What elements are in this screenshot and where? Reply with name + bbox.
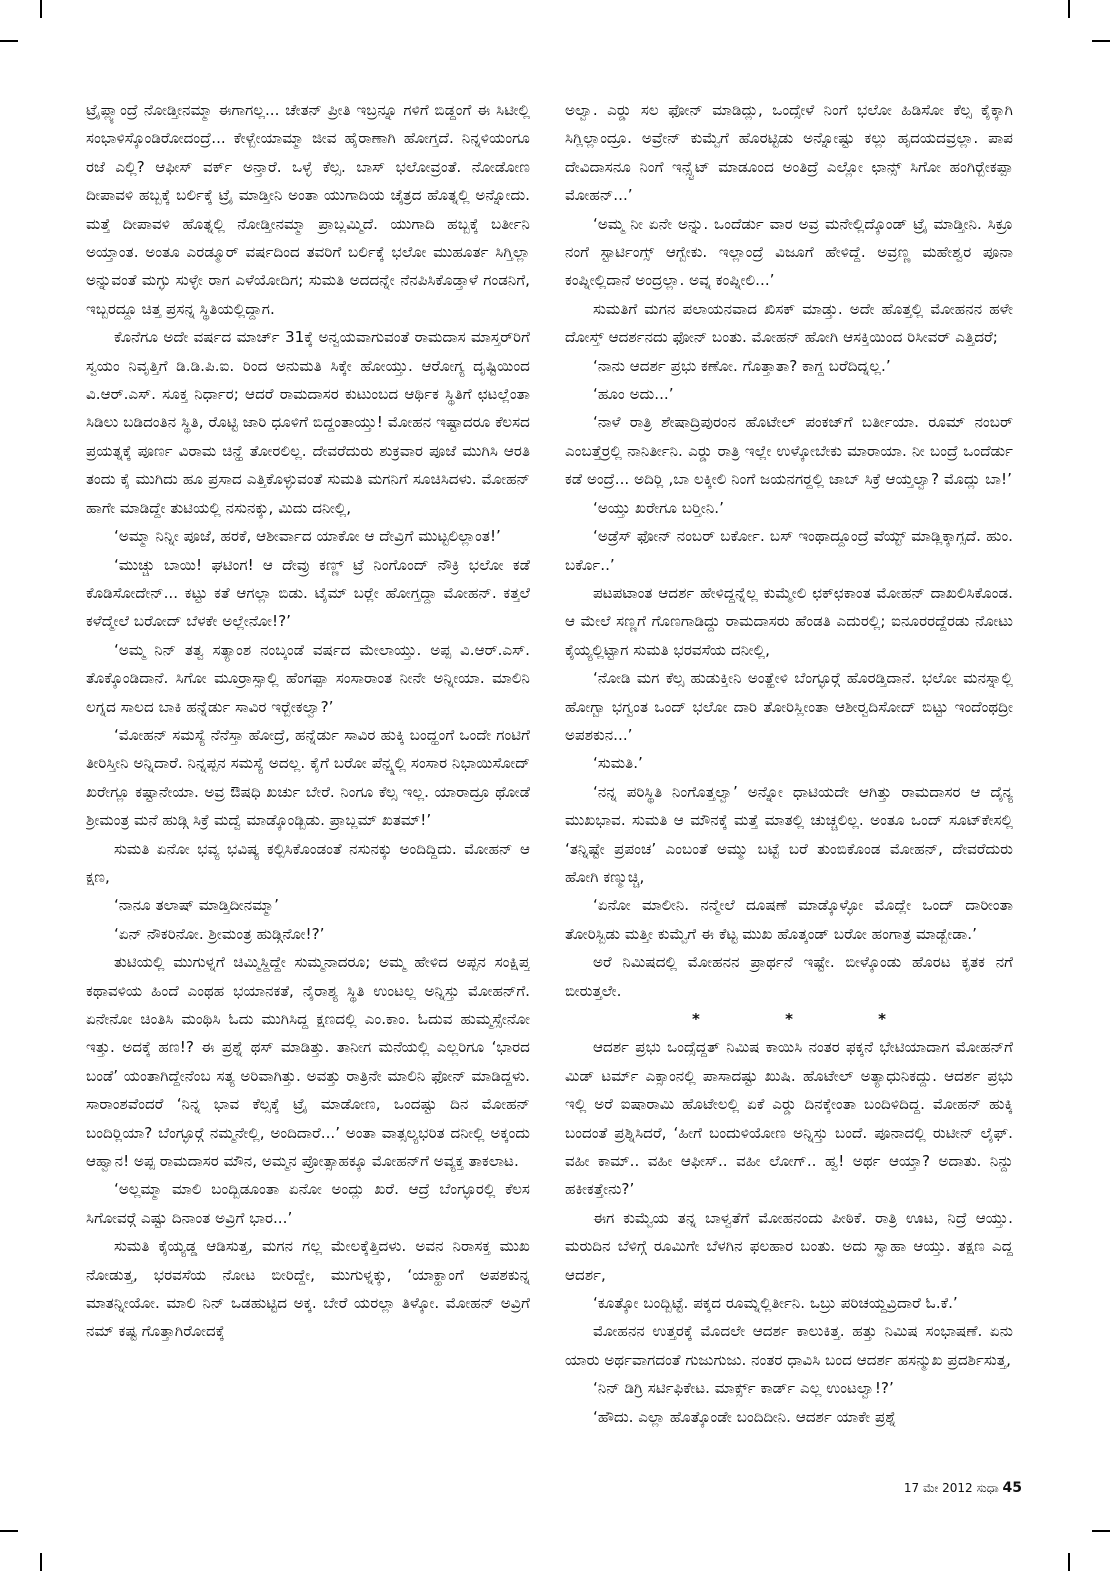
crop-mark-top-right-h xyxy=(1092,40,1110,42)
paragraph: ಸುಮತಿ ಏನೋ ಭವ್ಯ ಭವಿಷ್ಯ ಕಲ್ಪಿಸಿಕೊಂಡಂತೆ ನಸುನಕ್ಕು ಅಂದಿದ್ದಿದು. ಮೋಹನ್ ಆ ಕ್ಷಣ, xyxy=(86,839,530,886)
paragraph: ಪಟಪಟಾಂತ ಆದರ್ಶ ಹೇಳಿದ್ದನ್ನೆಲ್ಲ ಕುಮ್ಮೇಲಿ ಛಕ್‌ಛಕಾಂತ ಮೋಹನ್ ದಾಖಲಿಸಿಕೊಂಡ. ಆ ಮೇಲೆ ಸಣ್ಣಗೆ ಗೊಣಗಾಡಿದ್ದು ರಾಮದಾಸರು ಹೆಂಡತಿ ಎದುರಲ್ಲಿ; ಐನೂರರದ್ದೆರಡು ನೋಟು ಕೈಯ್ಯಲ್ಲಿಟ್ಟಾಗ ಸುಮತಿ ಭರವಸೆಯ ದನೀಲ್ಲಿ, xyxy=(565,583,1013,659)
dialogue-line: ‘ನಾಳೆ ರಾತ್ರಿ ಶೇಷಾದ್ರಿಪುರಂನ ಹೊಟೇಲ್ ಪಂಕಜ್‌ಗೆ ಬರ್ತೀಯಾ. ರೂಮ್ ನಂಬರ್ ಎಂಬತ್ತೆರ್‍ರಲ್ಲಿ ನಾನಿರ್ತೀನಿ. ಎರ್‍ಡು ರಾತ್ರಿ ಇಲ್ಲೇ ಉಳ್ಕೋಬೇಕು ಮಾರಾಯಾ. ನೀ ಬಂದ್ರೆ ಒಂದೆರ್ಡು ಕಡೆ ಅಂದ್ರೆ... ಅದಿರ್‍ಲಿ ,ಬಾ ಲಕ್ಕೀಲಿ ನಿಂಗೆ ಜಯನಗರ್‍ದಲ್ಲಿ ಜಾಬ್ ಸಿಕ್ರೆ ಆಯ್ತಲ್ವಾ? ಮೊದ್ಲು ಬಾ!’ xyxy=(565,413,1013,489)
page-footer xyxy=(904,1480,1022,1496)
dialogue-line: ‘ನಿನ್ ಡಿಗ್ರಿ ಸರ್ಟಿಫಿಕೇಟ. ಮಾರ್ಕ್ಸ್ ಕಾರ್ಡ್ ಎಲ್ಲ ಉಂಟಲ್ವಾ!?’ xyxy=(593,1379,894,1398)
paragraph: ಸುಮತಿಗೆ ಮಗನ ಪಲಾಯನವಾದ ಖಿಸಕ್ ಮಾಡ್ತು. ಅದೇ ಹೊತ್ತಲ್ಲಿ ಮೋಹನನ ಹಳೇ ದೋಸ್ತ್ ಆದರ್ಶನದು ಫೋನ್ ಬಂತು. ಮೋಹನ್ ಹೋಗಿ ಆಸಕ್ತಿಯಿಂದ ರಿಸೀವರ್ ಎತ್ತಿದರೆ; xyxy=(565,299,1013,347)
dialogue-line: ‘ನಾನು ಆದರ್ಶ ಪ್ರಭು ಕಣೋ. ಗೊತ್ತಾತಾ? ಕಾಗ್ದ ಬರೆದಿದ್ನಲ್ಲ.’ xyxy=(593,356,891,375)
paragraph: ಟ್ರೈಪ್ಲ್ಯಾಂದ್ರೆ ನೋಡ್ತೀನಮ್ಮಾ ಈಗಾಗಲ್ಲ... ಚೇತನ್ ಪ್ರೀತಿ ಇಬ್ರನ್ನೂ ಗಳಿಗೆ ಬಿಡ್ದಂಗೆ ಈ ಸಿಟೀಲ್ಲಿ ಸಂಭಾಳಿಸ್ಕೊಂಡಿರೋದಂದ್ರೆ... ಕೇಳ್ಬೇಯಾಮ್ಮಾ ಜೀವ ಹೈರಾಣಾಗಿ ಹೋಗ್ತದೆ. ನಿನ್ನಳಿಯಂಗೂ ರಜೆ ಎಲ್ಲಿ? ಆಫೀಸ್ ವರ್ಕ್ ಅನ್ತಾರೆ. ಒಳ್ಳೆ ಕೆಲ್ಸ. ಬಾಸ್ ಭಲೋವ್ರಂತೆ. ನೋಡೋಣ ದೀಪಾವಳಿ ಹಬ್ಬಕ್ಕೆ ಬರ್ಲಿಕ್ಕೆ ಟ್ರೈ ಮಾಡ್ತೀನಿ ಅಂತಾ ಯುಗಾದಿಯ ಚೈತ್ರದ ಹೊತ್ನಲ್ಲಿ ಅನ್ನೋದು. ಮತ್ತೆ ದೀಪಾವಳಿ ಹೊತ್ನಲ್ಲಿ ನೋಡ್ತೀನಮ್ಮಾ ಪ್ರಾಬ್ಲಮ್ಮಿದೆ. ಯುಗಾದಿ ಹಬ್ಬಕ್ಕೆ ಬರ್ತೀನಿ ಅಯ್ತಾಂತ. ಅಂತೂ ಎರಡ್ಮೂರ್ ವರ್ಷದಿಂದ ತವರಿಗೆ ಬರ್ಲಿಕ್ಕೆ ಭಲೋ ಮುಹೂರ್ತ ಸಿಗ್ತಿಲ್ಲಾ ಅನ್ನುವಂತೆ ಮಗ್ಳು ಸುಳ್ಳೇ ರಾಗ ಎಳೆಯೋದಿಗ; ಸುಮತಿ ಅದದನ್ನೇ ನೆನಪಿಸಿಕೊಡ್ತಾಳೆ ಗಂಡನಿಗೆ, ಇಬ್ಬರದ್ದೂ ಚಿತ್ತ ಪ್ರಸನ್ನ ಸ್ಥಿತಿಯಲ್ಲಿದ್ದಾಗ. xyxy=(86,101,530,318)
dialogue-line: ‘ನೋಡಿ ಮಗ ಕೆಲ್ಸ ಹುಡುಕ್ತೀನಿ ಅಂತ್ಹೇಳಿ ಬೆಂಗ್ಳೂರ್‍ಗೆ ಹೊರಡ್ತಿದಾನೆ. ಭಲೋ ಮನಸ್ನಾಲ್ಲಿ ಹೋಗ್ಬಾ ಭಗ್ವಂತ ಒಂದ್ ಭಲೋ ದಾರಿ ತೋರಿಸ್ಲೀಂತಾ ಆಶೀರ್‍ವದಿಸೋದ್ ಬಿಟ್ಟು ಇಂದೆಂಥದ್ರೀ ಅಪಶಕುನ...’ xyxy=(565,669,1013,744)
dialogue-line: ‘ಮುಚ್ಚು ಬಾಯಿ! ಘಟಿಂಗ! ಆ ದೇವ್ರು ಕಣ್ಣ್ ಟ್ರೆ ನಿಂಗೊಂದ್ ನೌಕ್ರಿ ಭಲೋ ಕಡೆ ಕೊಡಿಸೋದೇನ್... ಕಟ್ಟು ಕತೆ ಆಗಲ್ಲಾ ಬಿಡು. ಟೈಮ್ ಬರ್‍ಲೇ ಹೋಗ್ತದ್ದಾ ಮೋಹನ್. ಕತ್ತಲೆ ಕಳೆದ್ಮೇಲೆ ಬರೋದ್ ಬೆಳಕೇ ಅಲ್ಲೇನೋ!?’ xyxy=(86,555,530,631)
crop-mark-bottom-right-h xyxy=(1092,1530,1110,1532)
dialogue-line: ‘ನಾನೂ ತಲಾಷ್ ಮಾಡ್ತಿದೀನಮ್ಮಾ’ xyxy=(114,896,279,915)
crop-mark-top-right-v xyxy=(1068,0,1070,18)
crop-mark-bottom-left-h xyxy=(0,1530,18,1532)
crop-mark-top-left-v xyxy=(40,0,42,18)
dialogue-line: ‘ಅಮ್ಮ ನಿನ್ ತತ್ವ ಸತ್ಯಾಂಶ ನಂಬ್ಕಂಡೆ ವರ್ಷದ ಮೇಲಾಯ್ತು. ಅಪ್ಪ ವಿ.ಆರ್.ಎಸ್. ತೊಕ್ಕೊಂಡಿದಾನೆ. ಸಿಗೋ ಮೂರ್‍ರಾಸ್ಸಾಲ್ಲಿ ಹೆಂಗಪ್ಪಾ ಸಂಸಾರಾಂತ ನೀನೇ ಅನ್ನೀಯಾ. ಮಾಲಿನಿ ಲಗ್ನದ ಸಾಲದ ಬಾಕಿ ಹನ್ನೆರ್ಡು ಸಾವಿರ ಇರ್‍ಬೇಕಲ್ವಾ?’ xyxy=(86,640,530,716)
dialogue-line: ‘ಅಯ್ತು ಖರೇಗೂ ಬರ್‍ತೀನಿ.’ xyxy=(593,498,724,517)
crop-mark-top-left-h xyxy=(0,40,18,42)
paragraph: ‘ನನ್ನ ಪರಿಸ್ಥಿತಿ ನಿಂಗೊತ್ತಲ್ವಾ’ ಅನ್ನೋ ಧಾಟಿಯದೇ ಆಗಿತ್ತು ರಾಮದಾಸರ ಆ ದೈನ್ಯ ಮುಖಭಾವ. ಸುಮತಿ ಆ ಮೌನಕ್ಕೆ ಮತ್ತೆ ಮಾತಲ್ಲಿ ಚುಚ್ಚಲಿಲ್ಲ. ಅಂತೂ ಒಂದ್ ಸೂಟ್‌ಕೇಸಲ್ಲಿ ‘ತನ್ನಿಷ್ಟೇ ಪ್ರಪಂಚ’ ಎಂಬಂತೆ ಅಮ್ಮು ಬಟ್ಟೆ ಬರೆ ತುಂಬಿಕೊಂಡ ಮೋಹನ್, ದೇವರೆದುರು ಹೋಗಿ ಕಣ್ಮುಚ್ಚಿ, xyxy=(565,782,1013,886)
dialogue-line: ‘ಸುಮತಿ.’ xyxy=(593,754,643,773)
dialogue-line: ‘ಏನೋ ಮಾಲೀನಿ. ನನ್ಮೇಲೆ ದೂಷಣೆ ಮಾಡ್ಕೊಳ್ಳೋ ಮೊದ್ಲೇ ಒಂದ್ ದಾರೀಂತಾ ತೋರಿಸ್ಬಿಡು ಮತ್ತೀ ಕುಮ್ವೆಗೆ ಈ ಕೆಟ್ಟ ಮುಖ ಹೊತ್ಕಂಡ್ ಬರೋ ಹಂಗಾತ್ರ ಮಾಡ್ಬೇಡಾ.’ xyxy=(565,896,1013,943)
paragraph: ಕೊನೆಗೂ ಅದೇ ವರ್ಷದ ಮಾರ್ಚ್ 31ಕ್ಕೆ ಅನ್ವಯವಾಗುವಂತೆ ರಾಮದಾಸ ಮಾಸ್ತರ್‌ರಿಗೆ ಸ್ವಯಂ ನಿವೃತ್ತಿಗೆ ಡಿ.ಡಿ.ಪಿ.ಐ. ರಿಂದ ಅನುಮತಿ ಸಿಕ್ಕೇ ಹೋಯ್ತು. ಆರೋಗ್ಯ ದೃಷ್ಟಿಯಿಂದ ವಿ.ಆರ್.ಎಸ್. ಸೂಕ್ತ ನಿರ್ಧಾರ; ಆದರೆ ರಾಮದಾಸರ ಕುಟುಂಬದ ಆರ್ಥಿಕ ಸ್ಥಿತಿಗೆ ಛಟಲ್ಲೆಂತಾ ಸಿಡಿಲು ಬಡಿದಂತಿನ ಸ್ಥಿತಿ, ರೊಟ್ಟಿ ಜಾರಿ ಧೂಳಿಗೆ ಬಿದ್ದಂತಾಯ್ತು! ಮೋಹನ ಇಷ್ಟಾದರೂ ಕೆಲಸದ ಪ್ರಯತ್ನಕ್ಕೆ ಪೂರ್ಣ ವಿರಾಮ ಚಿನ್ಹೆ ತೋರಲಿಲ್ಲ. ದೇವರೆದುರು ಶುಕ್ರವಾರ ಪೂಜೆ ಮುಗಿಸಿ ಆರತಿ ತಂದು ಕೈ ಮುಗಿದು ಹೂ ಪ್ರಸಾದ ಎತ್ತಿಕೊಳ್ಳುವಂತೆ ಸುಮತಿ ಮಗನಿಗೆ ಸೂಚಿಸಿದಳು. ಮೋಹನ್ ಹಾಗೇ ಮಾಡಿದ್ದೇ ತುಟಿಯಲ್ಲಿ ನಸುನಕ್ಕು, ಮಿದು ದನೀಲ್ಲಿ, xyxy=(86,328,530,517)
dialogue-line: ‘ಹೌದು. ಎಲ್ಲಾ ಹೊತ್ಕೊಂಡೇ ಬಂದಿದೀನಿ. ಆದರ್ಶ ಯಾಕೇ ಪ್ರಶ್ನೆ xyxy=(593,1407,897,1426)
paragraph: ಮೋಹನನ ಉತ್ತರಕ್ಕೆ ಮೊದಲೇ ಆದರ್ಶ ಕಾಲುಕಿತ್ತ. ಹತ್ತು ನಿಮಿಷ ಸಂಭಾಷಣೆ. ಏನು ಯಾರು ಅರ್ಥವಾಗದಂತೆ ಗುಜುಗುಜು. ನಂತರ ಧಾವಿಸಿ ಬಂದ ಆದರ್ಶ ಹಸನ್ಮುಖ ಪ್ರದರ್ಶಿಸುತ್ತ, xyxy=(565,1322,1013,1369)
article-column-left xyxy=(86,96,530,1436)
dialogue-line: ‘ಅಲ್ಲಮ್ಮಾ ಮಾಲಿ ಬಂದ್ಬಿಡೂಂತಾ ಏನೋ ಅಂದ್ಲು ಖರೆ. ಆದ್ರೆ ಬೆಂಗ್ಳೂರಲ್ಲಿ ಕೆಲಸ ಸಿಗೋವರ್‍ಗೆ ಎಷ್ಟು ದಿನಾಂತ ಅವ್ರಿಗೆ ಭಾರ...’ xyxy=(86,1180,530,1227)
page-number: 45 xyxy=(1002,1480,1022,1496)
issue-date: 17 ಮೇ 2012 xyxy=(903,1481,973,1495)
paragraph: ಈಗ ಕುಮ್ವೆಯ ತನ್ನ ಬಾಳ್ವತೆಗೆ ಮೋಹನಂದು ಪೀಠಿಕೆ. ರಾತ್ರಿ ಊಟ, ನಿದ್ರೆ ಆಯ್ತು. ಮರುದಿನ ಬೆಳಿಗ್ಗೆ ರೂಮಿಗೇ ಬೆಳಗಿನ ಫಲಹಾರ ಬಂತು. ಅದು ಸ್ವಾಹಾ ಆಯ್ತು. ತಕ್ಷಣ ಎದ್ದ ಆದರ್ಶ, xyxy=(565,1208,1013,1284)
paragraph: ಸುಮತಿ ಕೈಯ್ಯಡ್ಡ ಆಡಿಸುತ್ತ, ಮಗನ ಗಲ್ಲ ಮೇಲಕ್ಕೆತ್ತಿದಳು. ಅವನ ನಿರಾಸಕ್ತ ಮುಖ ನೋಡುತ್ತ, ಭರವಸೆಯ ನೋಟ ಬೀರಿದ್ದೇ, ಮುಗುಳ್ನಕ್ಕು, ‘ಯಾಕ್ಹಾಂಗೆ ಅಪಶಕುನ್ನ ಮಾತನ್ನೀಯೋ. ಮಾಲಿ ನಿನ್ ಒಡಹುಟ್ಟಿದ ಅಕ್ಕ. ಬೇರೆ ಯರಲ್ಲಾ ತಿಳ್ಕೋ. ಮೋಹನ್ ಅವ್ರಿಗೆ ನಮ್ ಕಷ್ಟ ಗೊತ್ತಾಗಿರೋದಕ್ಕೆ xyxy=(86,1237,530,1341)
paragraph: ಅರೆ ನಿಮಿಷದಲ್ಲಿ ಮೋಹನನ ಪ್ರಾರ್ಥನೆ ಇಷ್ಟೇ. ಬೀಳ್ಕೊಂಡು ಹೊರಟ ಕೃತಕ ನಗೆ ಬೀರುತ್ತಲೇ. xyxy=(565,953,1013,1000)
dialogue-line: ‘ಅಮ್ಮ ನೀ ಏನೇ ಅನ್ನು. ಒಂದೆರ್ಡು ವಾರ ಅವ್ರ ಮನೇಲ್ಲಿದ್ಕೊಂಡ್ ಟ್ರೈ ಮಾಡ್ತೀನಿ. ಸಿಕ್ರೂ ನಂಗೆ ಸ್ಟಾರ್ಟಿಂಗ್ಸ್ ಆಗ್ಬೇಕು. ಇಲ್ಲಾಂದ್ರೆ ವಿಜೂಗೆ ಹೇಳಿದ್ದೆ. ಅವ್ರಣ್ಣ ಮಹೇಶ್ವರ ಪೂನಾ ಕಂಪ್ನೀಲ್ಲಿದಾನೆ ಅಂದ್ರಲ್ಲಾ. ಅವ್ನ ಕಂಪ್ನೀಲಿ...’ xyxy=(565,214,1013,290)
dialogue-line: ‘ಮೋಹನ್ ಸಮಸ್ಯೆ ನೆನೆಸ್ತಾ ಹೋದ್ರೆ, ಹನ್ನೆರ್ಡು ಸಾವಿರ ಹುಕ್ಕಿ ಬಂದ್ಹಂಗೆ ಒಂದೇ ಗಂಟಿಗೆ ತೀರಿಸ್ತೀನಿ ಅನ್ನಿದಾರೆ. ನಿನ್ನಪ್ಪನ ಸಮಸ್ಯೆ ಅದಲ್ಲ. ಕೈಗೆ ಬರೋ ಪೆನ್ಷ್ನಲ್ಲಿ ಸಂಸಾರ ನಿಭಾಯಿಸೋದ್ ಖರೇಗ್ಲೂ ಕಷ್ಟಾನೇಯಾ. ಅವ್ರ ಔಷಧಿ ಖರ್ಚು ಬೇರೆ. ನಿಂಗೂ ಕೆಲ್ಸ ಇಲ್ಲ. ಯಾರಾದ್ರೂ ಥೋಡೆ ಶ್ರೀಮಂತ್ರ ಮನೆ ಹುಡ್ಗಿ ಸಿಕ್ರೆ ಮದ್ವೆ ಮಾಡ್ಕೊಂಡ್ಬಿಡು. ಪ್ರಾಬ್ಲಮ್ ಖತಮ್!’ xyxy=(86,725,530,830)
paragraph: ತುಟಿಯಲ್ಲಿ ಮುಗುಳ್ನಗೆ ಚಿಮ್ಮಿಸ್ದಿದ್ದೇ ಸುಮ್ಮನಾದರೂ; ಅಮ್ಮ ಹೇಳಿದ ಅಪ್ಪನ ಸಂಕ್ಷಿಪ್ತ ಕಥಾವಳಿಯ ಹಿಂದೆ ಎಂಥಹ ಭಯಾನಕತೆ, ನೈರಾಶ್ಯ ಸ್ಥಿತಿ ಉಂಟಲ್ಲ ಅನ್ನಿಸ್ತು ಮೋಹನ್‌ಗೆ. ಏನೇನೋ ಚಿಂತಿಸಿ ಮಂಥಿಸಿ ಓದು ಮುಗಿಸಿದ್ದ ಕ್ಷಣದಲ್ಲಿ ಎಂ.ಕಾಂ. ಓದುವ ಹುಮ್ಮಸ್ಸೇನೋ ಇತ್ತು. ಅದಕ್ಕೆ ಹಣ!? ಈ ಪ್ರಶ್ನೆ ಥಸ್ ಮಾಡಿತ್ತು. ತಾನೀಗ ಮನೆಯಲ್ಲಿ ಎಲ್ಲರಿಗೂ ‘ಭಾರದ ಬಂಡೆ’ ಯಂತಾಗಿದ್ದೇನೆಂಬ ಸತ್ಯ ಅರಿವಾಗಿತ್ತು. ಅವತ್ತು ರಾತ್ರಿನೇ ಮಾಲಿನಿ ಫೋನ್ ಮಾಡಿದ್ದಳು. ಸಾರಾಂಶವೆಂದರೆ ‘ನಿನ್ನ ಭಾವ ಕೆಲ್ಸಕ್ಕೆ ಟ್ರೈ ಮಾಡೋಣ, ಒಂದಷ್ಟು ದಿನ ಮೋಹನ್ ಬಂದಿರ್‍ಲಿಯಾ? ಬೆಂಗ್ಳೂರ್‍ಗೆ ನಮ್ಮನೇಲ್ಲಿ, ಅಂದಿದಾರೆ...’ ಅಂತಾ ವಾತ್ಸಲ್ಯಭರಿತ ದನೀಲ್ಲಿ ಅಕ್ಕಂದು ಆಹ್ವಾನ! ಅಪ್ಪ ರಾಮದಾಸರ ಮೌನ, ಅಮ್ಮನ ಪ್ರೋತ್ಸಾಹಕ್ಕೂ ಮೋಹನ್‌ಗೆ ಅವ್ಯಕ್ತ ತಾಕಲಾಟ. xyxy=(86,953,530,1171)
crop-mark-bottom-right-v xyxy=(1068,1553,1070,1571)
magazine-name: ಸುಧಾ xyxy=(976,1481,999,1495)
dialogue-line: ‘ಹೂಂ ಅದು...’ xyxy=(593,385,674,404)
dialogue-line: ‘ಕೂತ್ಕೋ ಬಂದ್ಬಿಟ್ಟೆ. ಪಕ್ಕದ ರೂಮ್ನಲ್ಲಿರ್ತೀನಿ. ಒಬ್ರು ಪರಿಚಯ್ದವ್ರಿದಾರೆ ಓ.ಕೆ.’ xyxy=(593,1294,958,1313)
dialogue-line: ‘ಅಡ್ರೆಸ್ ಫೋನ್ ನಂಬರ್ ಬರ್ಕೋ. ಬಸ್ ಇಂಥಾದ್ದೂಂದ್ರೆ ವೆಯ್ಟ್ ಮಾಡ್ಲಿಕ್ಕಾಗ್ಸದೆ. ಹುಂ. ಬರ್ಕೊ..’ xyxy=(565,527,1013,574)
crop-mark-bottom-left-v xyxy=(40,1553,42,1571)
paragraph: ಆದರ್ಶ ಪ್ರಭು ಒಂದ್ಸೆದ್ದತ್ ನಿಮಿಷ ಕಾಯಿಸಿ ನಂತರ ಫಕ್ಕನೆ ಭೇಟಿಯಾದಾಗ ಮೋಹನ್‌ಗೆ ಮಿಡ್ ಟರ್ಮ್ ಎಕ್ಸಾಂನಲ್ಲಿ ಪಾಸಾದಷ್ಟು ಖುಷಿ. ಹೊಟೇಲ್ ಅತ್ಯಾಧುನಿಕದ್ದು. ಆದರ್ಶ ಪ್ರಭು ಇಲ್ಲಿ ಅರೆ ಐಷಾರಾಮಿ ಹೊಟೇಲಲ್ಲಿ ಏಕೆ ಎರ್‍ಡು ದಿನಕ್ಕೇಂತಾ ಬಂದಿಳಿದಿದ್ದ. ಮೋಹನ್ ಹುಕ್ಕಿ ಬಂದಂತೆ ಪ್ರಶ್ನಿಸಿದರೆ, ‘ಹೀಗೆ ಬಂದುಳಿಯೋಣ ಅನ್ನಿಸ್ತು ಬಂದೆ. ಪೂನಾದಲ್ಲಿ ರುಟೀನ್ ಲೈಫ್. ವಹೀ ಕಾಮ್.. ವಹೀ ಆಫೀಸ್.. ವಹೀ ಲೋಗ್.. ಹ್ವ! ಅರ್ಥ ಆಯ್ತಾ? ಅದಾತು. ನಿನ್ದು ಹಕೀಕತ್ತೇನು?’ xyxy=(565,1038,1013,1199)
section-separator: * * * xyxy=(692,1010,926,1028)
dialogue-line: ‘ಅಮ್ಮಾ ನಿನ್ನೀ ಪೂಜೆ, ಹರಕೆ, ಆಶೀರ್ವಾದ ಯಾಕೋ ಆ ದೇವ್ರಿಗೆ ಮುಟ್ಟಲಿಲ್ಲಾಂತ!’ xyxy=(114,527,501,546)
dialogue-line: ‘ಏನ್ ನೌಕರಿನೋ. ಶ್ರೀಮಂತ್ರ ಹುಡ್ಗಿನೋ!?’ xyxy=(114,924,325,943)
article-column-right xyxy=(565,96,1013,1436)
paragraph: ಅಲ್ವಾ. ಎರ್‍ಡು ಸಲ ಫೋನ್ ಮಾಡಿದ್ಲು, ಒಂದ್ಸೇಳೆ ನಿಂಗೆ ಭಲೋ ಹಿಡಿಸೋ ಕೆಲ್ಸ ಕೈಕ್ಕಾಗಿ ಸಿಗ್ಲಿಲ್ಲಾಂದ್ರೂ. ಅವ್ರೇನ್ ಕುಮ್ವೆಗೆ ಹೊರಟ್ಟಿಡು ಅನ್ನೋಷ್ಟು ಕಲ್ಲು ಹೃದಯದವ್ರಲ್ಲಾ. ಪಾಪ ದೇವಿದಾಸನೂ ನಿಂಗೆ ಇನ್ಸ್ಟೆಟ್ ಮಾಡೂಂದ ಅಂತಿದ್ರೆ ಎಲ್ಲೋ ಛಾನ್ಸ್ ಸಿಗೋ ಹಂಗಿರ್‍ಬೇಕಪ್ಪಾ ಮೋಹನ್...’ xyxy=(565,101,1013,205)
